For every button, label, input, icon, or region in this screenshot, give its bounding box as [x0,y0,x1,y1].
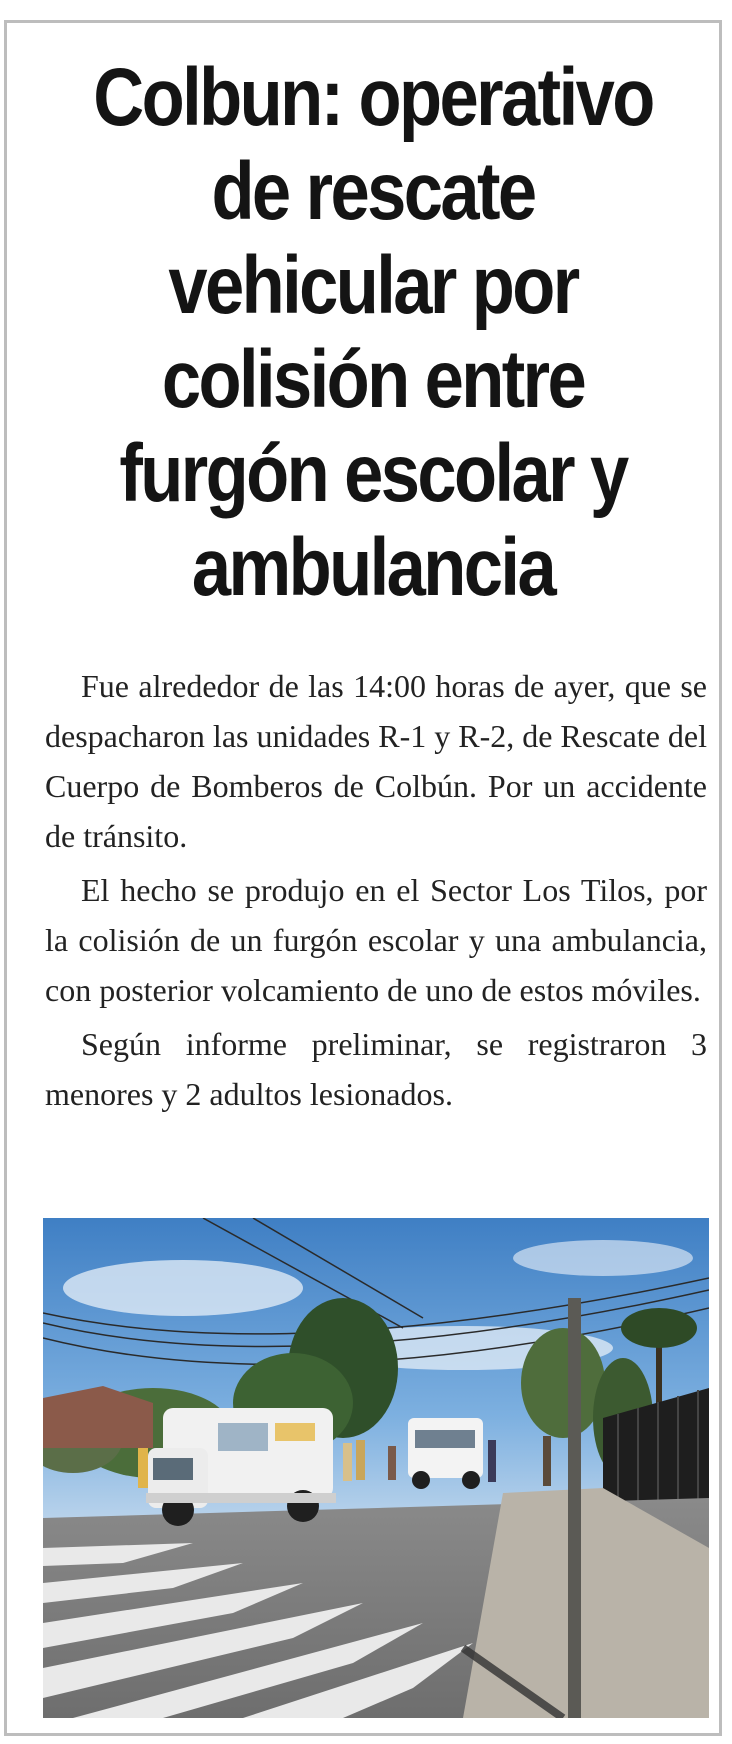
article-paragraph: Según informe preliminar, se registraron 3 menores y 2 adultos lesionados. [45,1026,707,1112]
accident-scene-photo [43,1218,709,1718]
article-paragraph: El hecho se produjo en el Sector Los Tilos, por la colisión de un furgón escolar y una ambulancia, con posterior volcamiento de uno de estos móviles. [45,872,707,1008]
cloud [63,1260,303,1316]
accident-scene-illustration [43,1218,709,1718]
article-paragraph: Fue alrededor de las 14:00 horas de ayer, que se despacharon las unidades R-1 y R-2, de Rescate del Cuerpo de Bomberos de Colbún. Por un accidente de tránsito. [45,668,708,854]
article-headline: Colbun: operativo de rescate vehicular por colisión entre furgón escolar y ambulancia [93,52,653,613]
pole [568,1298,581,1718]
article-frame [4,20,722,1736]
cloud [513,1240,693,1276]
article-body [45,661,707,1123]
